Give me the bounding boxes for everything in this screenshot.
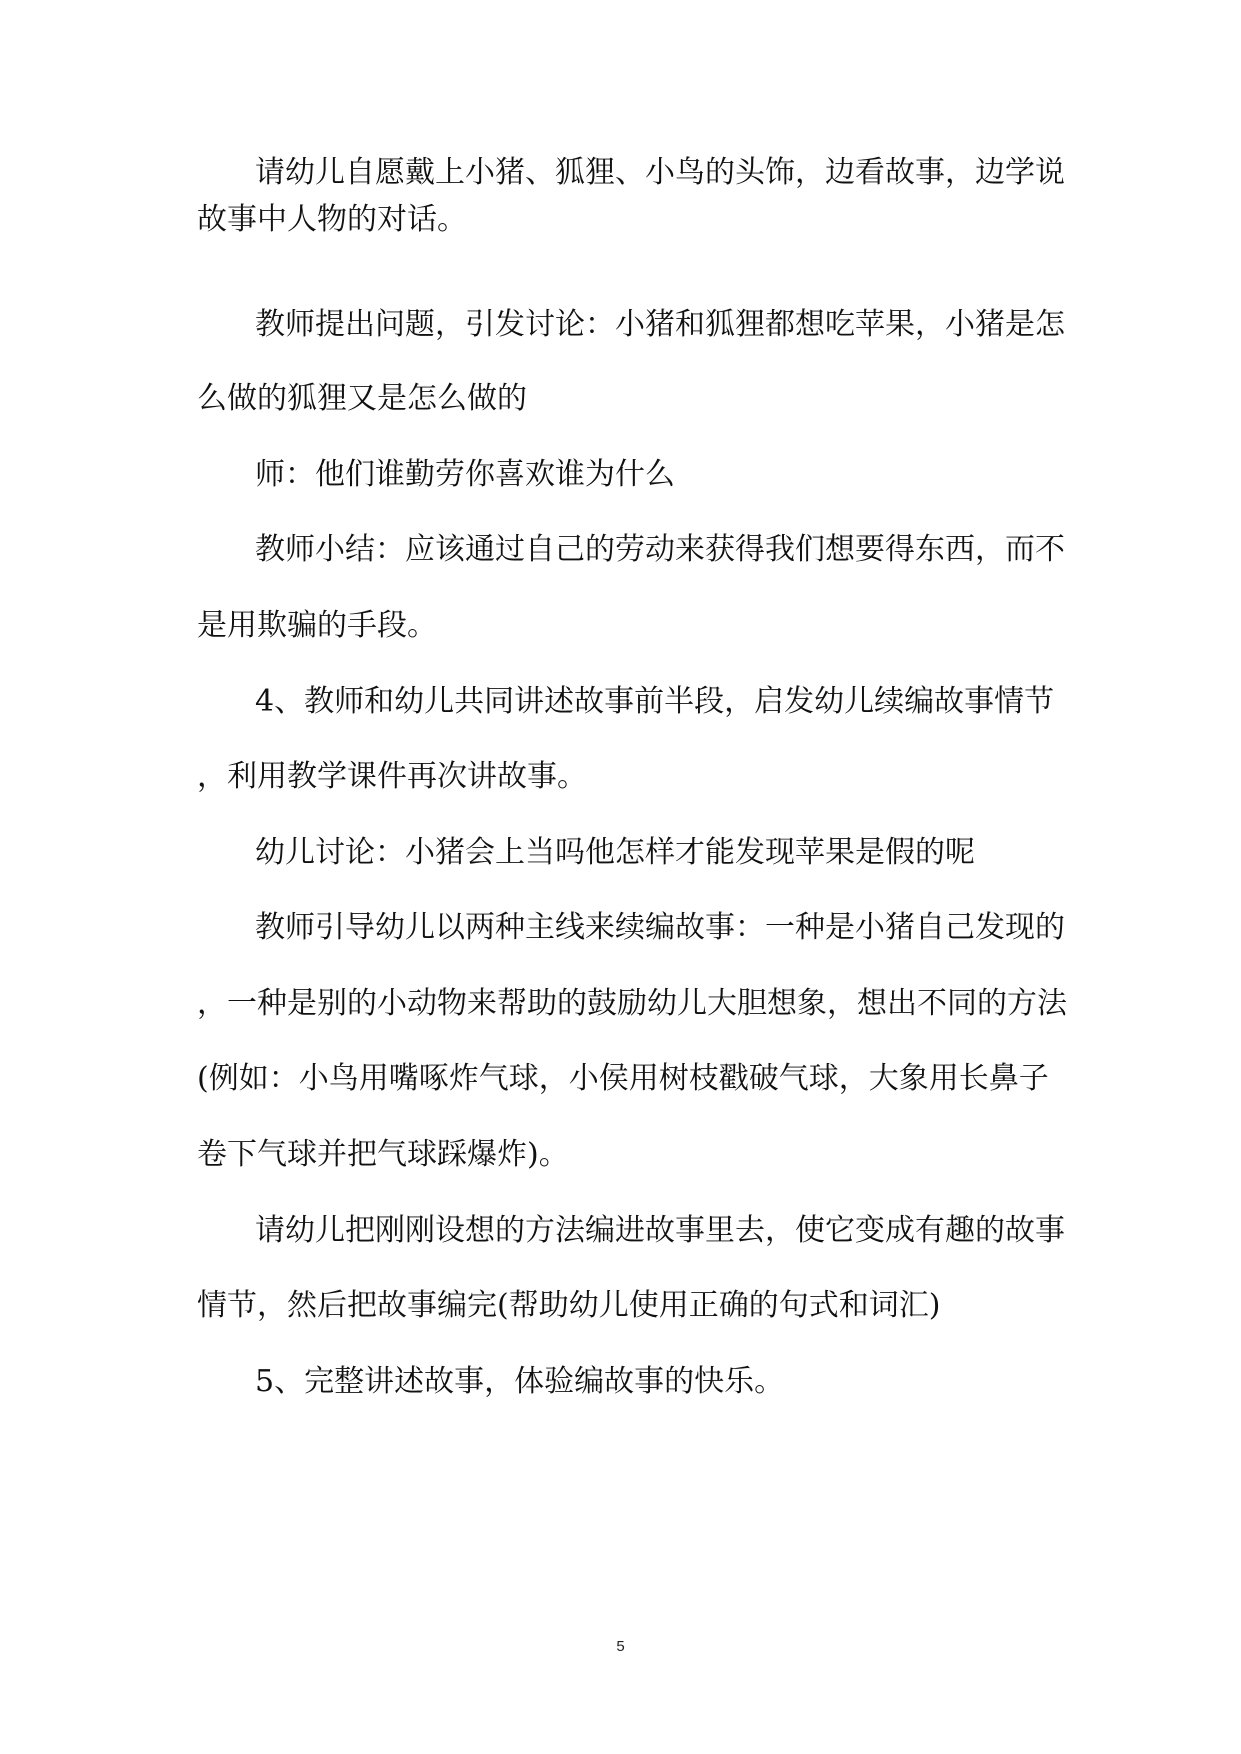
text-line: 请幼儿把刚刚设想的方法编进故事里去，使它变成有趣的故事 xyxy=(255,1213,1065,1248)
text-line: 师：他们谁勤劳你喜欢谁为什么 xyxy=(255,457,675,492)
text-line: 是用欺骗的手段。 xyxy=(197,608,437,643)
text-line: ，一种是别的小动物来帮助的鼓励幼儿大胆想象，想出不同的方法 xyxy=(197,986,1067,1021)
text-line: 5、完整讲述故事，体验编故事的快乐。 xyxy=(255,1364,785,1399)
text-line: 幼儿讨论：小猪会上当吗他怎样才能发现苹果是假的呢 xyxy=(255,835,975,870)
text-line: 教师提出问题，引发讨论：小猪和狐狸都想吃苹果，小猪是怎 xyxy=(255,307,1065,342)
text-line: 请幼儿自愿戴上小猪、狐狸、小鸟的头饰，边看故事，边学说 xyxy=(255,155,1065,190)
text-line: 教师小结：应该通过自己的劳动来获得我们想要得东西，而不 xyxy=(255,532,1065,567)
text-line: 故事中人物的对话。 xyxy=(197,202,467,237)
page-number: 5 xyxy=(616,1638,625,1655)
text-line: 4、教师和幼儿共同讲述故事前半段，启发幼儿续编故事情节 xyxy=(255,684,1055,719)
text-line: 卷下气球并把气球踩爆炸)。 xyxy=(197,1137,569,1172)
text-line: ，利用教学课件再次讲故事。 xyxy=(197,759,587,794)
text-line: 么做的狐狸又是怎么做的 xyxy=(197,381,527,416)
text-line: 情节，然后把故事编完(帮助幼儿使用正确的句式和词汇) xyxy=(197,1288,941,1323)
text-line: (例如：小鸟用嘴啄炸气球，小侯用树枝戳破气球，大象用长鼻子 xyxy=(197,1061,1049,1096)
text-line: 教师引导幼儿以两种主线来续编故事：一种是小猪自己发现的 xyxy=(255,910,1065,945)
